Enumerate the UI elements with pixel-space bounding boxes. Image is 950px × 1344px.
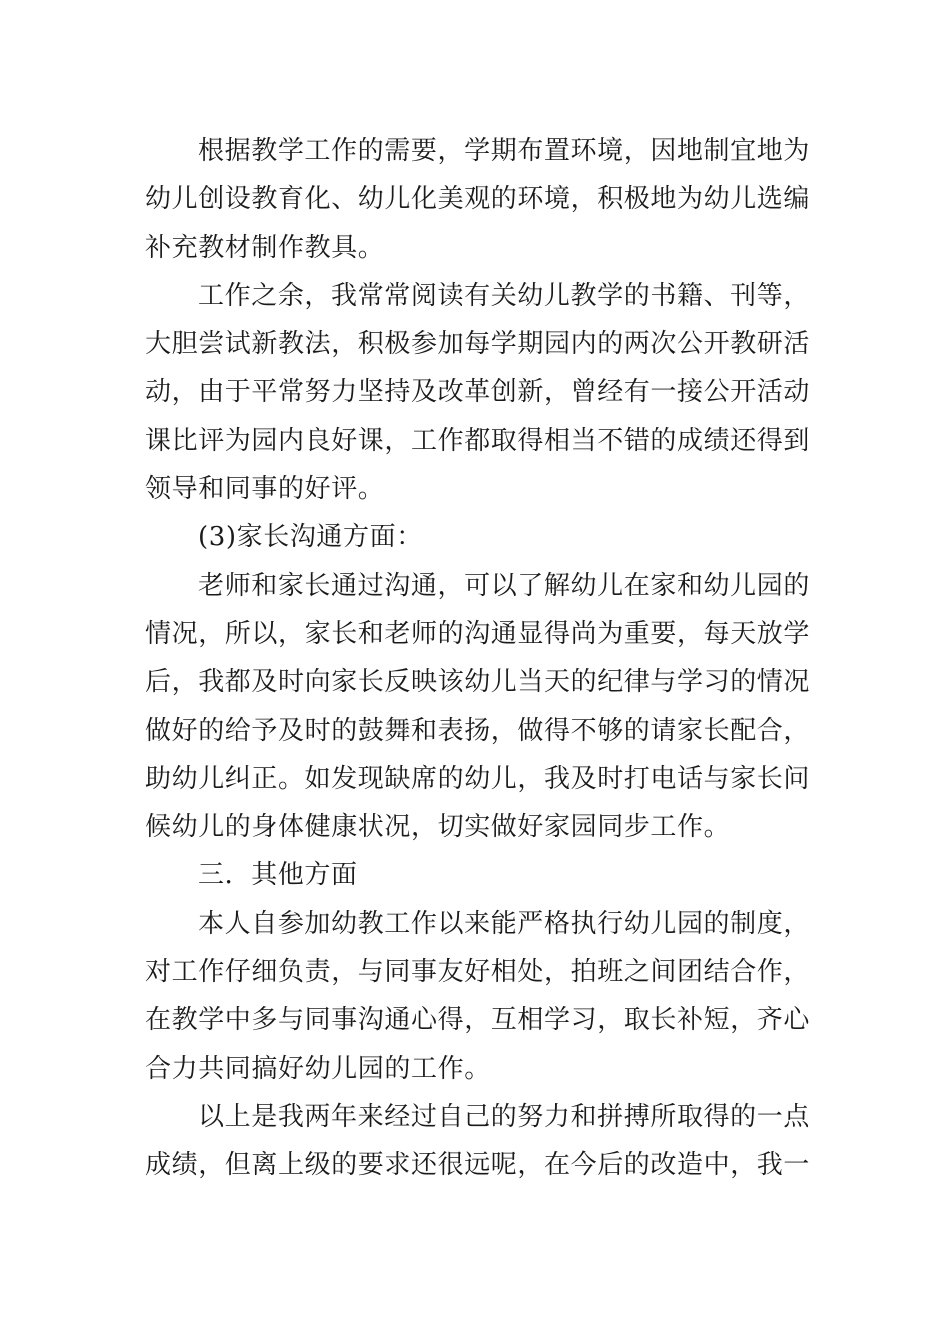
document-body [145, 127, 810, 1190]
paragraph-parent-communication: 老师和家长通过沟通，可以了解幼儿在家和幼儿园的情况，所以，家长和老师的沟通显得尚为重要，每天放学后，我都及时向家长反映该幼儿当天的纪律与学习的情况做好的给予及时的鼓舞和表扬，做得不够的请家长配合，助幼儿纠正。如发现缺席的幼儿，我及时打电话与家长问候幼儿的身体健康状况，切实做好家园同步工作。 [145, 570, 811, 843]
paragraph-professional-study: 工作之余，我常常阅读有关幼儿教学的书籍、刊等，大胆尝试新教法，积极参加每学期园内的两次公开教研活动，由于平常努力坚持及改革创新，曾经有一接公开活动课比评为园内良好课，工作都取得相当不错的成绩还得到领导和同事的好评。 [145, 280, 811, 505]
paragraph-other-aspects: 本人自参加幼教工作以来能严格执行幼儿园的制度，对工作仔细负责，与同事友好相处，拍班之间团结合作，在教学中多与同事沟通心得，互相学习，取长补短，齐心合力共同搞好幼儿园的工作。 [145, 908, 811, 1084]
paragraph-environment: 根据教学工作的需要，学期布置环境，因地制宜地为幼儿创设教育化、幼儿化美观的环境，积极地为幼儿选编补充教材制作教具。 [145, 136, 811, 263]
section-heading-other-aspects: 三．其他方面 [198, 860, 358, 891]
section-heading-parent-communication: (3)家长沟通方面： [198, 522, 423, 553]
paragraph-conclusion: 以上是我两年来经过自己的努力和拼搏所取得的一点成绩，但离上级的要求还很远呢，在今后的改造中，我一 [145, 1101, 811, 1181]
